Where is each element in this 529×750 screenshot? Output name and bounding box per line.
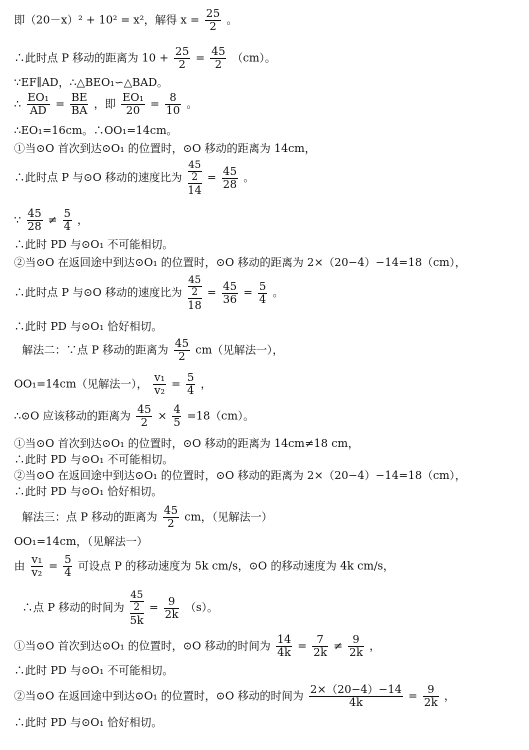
line-18: ②当⊙O 在返回途中到达⊙O₁ 的位置时，⊙O 移动的距离为 2×（20−4）−14=18（cm），	[14, 469, 467, 482]
line-10: ②当⊙O 在返回途中到达⊙O₁ 的位置时，⊙O 移动的距离为 2×（20−4）−14=18（cm），	[14, 256, 467, 269]
line-1: 即（20－x）² + 10² = x²，解得 x = $\frac{25}{2}$ 。	[14, 7, 238, 33]
line-6: ①当⊙O 首次到达⊙O₁ 的位置时，⊙O 移动的距离为 14cm，	[14, 142, 316, 155]
line-7: ∴此时点 P 与⊙O 移动的速度比为 45 2 14 = $\frac{45}{28}$ 。	[14, 160, 255, 197]
fraction: $\frac{BE}{BA}$	[71, 91, 88, 117]
fraction: $\frac{45}{2}$	[137, 403, 152, 429]
compound-fraction: 45 2 5k	[129, 590, 144, 627]
fraction: $\frac{9}{2k}$	[349, 633, 363, 659]
fraction: $\frac{5}{4}$	[64, 553, 72, 579]
fraction: $\frac{45}{2}$	[163, 504, 178, 530]
fraction: $\frac{14}{4k}$	[277, 633, 292, 659]
line-8: ∵ $\frac{45}{28}$ ≠ $\frac{5}{4}$ ，	[14, 207, 89, 233]
line-9: ∴此时 PD 与⊙O₁ 不可能相切。	[14, 238, 174, 251]
fraction: $\frac{45}{28}$	[27, 207, 42, 233]
fraction: $\frac{25}{2}$	[175, 45, 190, 71]
line-20: 解法三：点 P 移动的距离为 $\frac{45}{2}$ cm，（见解法一）	[22, 504, 273, 530]
compound-fraction: 45 2 14	[187, 160, 202, 197]
fraction: $\frac{4}{5}$	[173, 403, 181, 429]
line-14: OO₁=14cm（见解法一）， $\frac{\text{v₁}}{\text{v₂}}$ = $\frac{5}{4}$ ，	[14, 371, 212, 397]
line-19: ∴此时 PD 与⊙O₁ 恰好相切。	[14, 485, 163, 498]
line-2: ∴此时点 P 移动的距离为 10 + $\frac{25}{2}$ = $\frac{45}{2}$ （cm）。	[14, 45, 276, 71]
line-15: ∴⊙O 应该移动的距离为 $\frac{45}{2}$ × $\frac{4}{5}$ =18（cm）。	[14, 403, 255, 429]
line-27: ∴此时 PD 与⊙O₁ 恰好相切。	[14, 716, 163, 729]
line-11: ∴此时点 P 与⊙O 移动的速度比为 45 2 18 = $\frac{45}{36}$ = $\frac{5}{4}$ 。	[14, 275, 284, 312]
fraction: $\frac{\text{EO₁}}{20}$	[122, 91, 144, 117]
fraction: $\frac{9}{2k}$	[423, 683, 438, 709]
line-26: ②当⊙O 在返回途中到达⊙O₁ 的位置时，⊙O 移动的时间为 $\frac{2\times(20-4)-14}{4k}$ = $\frac{9}{2k}$ ，	[14, 683, 456, 709]
line-22: 由 $\frac{\text{v₁}}{\text{v₂}}$ = $\frac{5}{4}$ 可设点 P 的移动速度为 5k cm/s，⊙O 的移动速度为 4k cm/s，	[14, 553, 395, 579]
fraction: $\frac{45}{2}$	[174, 337, 189, 363]
line-16: ①当⊙O 首次到达⊙O₁ 的位置时，⊙O 移动的距离为 14cm≠18 cm，	[14, 437, 359, 450]
fraction: $\frac{\text{v₁}}{\text{v₂}}$	[154, 371, 165, 397]
line-4: ∴ $\frac{\text{EO₁}}{AD}$ = $\frac{BE}{BA}$ ，即 $\frac{\text{EO₁}}{20}$ = $\frac{8}{10}$ 。	[14, 91, 198, 117]
line-13: 解法二：∵点 P 移动的距离为 $\frac{45}{2}$ cm（见解法一），	[22, 337, 284, 363]
fraction: $\frac{25}{2}$	[205, 7, 220, 33]
line-24: ①当⊙O 首次到达⊙O₁ 的位置时，⊙O 移动的时间为 $\frac{14}{4k}$ = $\frac{7}{2k}$ ≠ $\frac{9}{2k}$ ，	[14, 633, 381, 659]
line-23: ∴点 P 移动的时间为 45 2 5k = $\frac{9}{2k}$ （s）。	[22, 590, 219, 627]
fraction: $\frac{7}{2k}$	[313, 633, 327, 659]
line-12: ∴此时 PD 与⊙O₁ 恰好相切。	[14, 320, 163, 333]
fraction: $\frac{2\times(20-4)-14}{4k}$	[310, 683, 402, 709]
line-21: OO₁=14cm，（见解法一）	[14, 535, 148, 548]
line-17: ∴此时 PD 与⊙O₁ 不可能相切。	[14, 453, 174, 466]
fraction: $\frac{5}{4}$	[187, 371, 195, 397]
fraction: $\frac{45}{2}$	[211, 45, 226, 71]
fraction: $\frac{\text{EO₁}}{AD}$	[27, 91, 49, 117]
fraction: $\frac{45}{28}$	[222, 164, 237, 191]
fraction: $\frac{8}{10}$	[166, 91, 180, 117]
fraction: $\frac{5}{4}$	[63, 207, 71, 233]
compound-fraction: 45 2 18	[187, 275, 202, 312]
fraction: $\frac{45}{36}$	[222, 279, 237, 306]
line-3: ∵EF∥AD，∴△BEO₁∽△BAD。	[14, 76, 169, 89]
fraction: $\frac{5}{4}$	[259, 279, 267, 306]
fraction: $\frac{\text{v₁}}{\text{v₂}}$	[31, 553, 43, 579]
fraction: $\frac{9}{2k}$	[164, 594, 179, 621]
line-25: ∴此时 PD 与⊙O₁ 不可能相切。	[14, 664, 174, 677]
line-5: ∴EO₁=16cm。∴OO₁=14cm。	[14, 124, 178, 137]
